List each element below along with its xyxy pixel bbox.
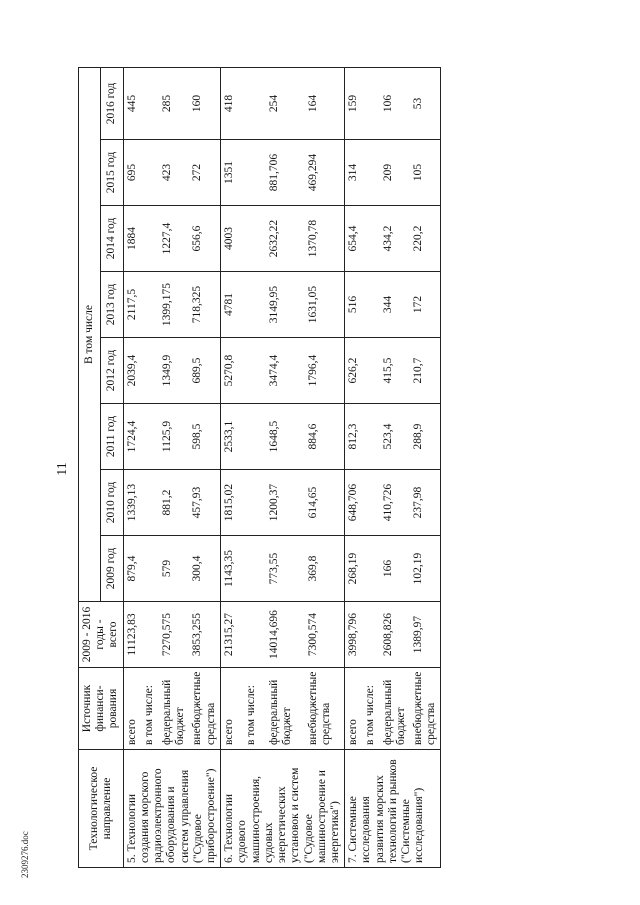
year-value-cell: 879,4 — [123, 536, 141, 602]
year-value-cell: 812,3 — [345, 404, 363, 470]
year-value-cell: 4003 — [221, 206, 244, 272]
total-cell — [243, 602, 265, 668]
table-row — [159, 68, 190, 868]
year-value-cell: 164 — [305, 68, 345, 140]
source-cell: внебюджетные средства — [189, 668, 220, 750]
source-cell: в том числе: — [141, 668, 158, 750]
header-year: 2016 год — [101, 68, 123, 140]
source-cell: федеральный бюджет — [159, 668, 190, 750]
year-value-cell: 1125,9 — [159, 404, 190, 470]
year-value-cell: 415,5 — [380, 338, 410, 404]
source-cell: всего — [345, 668, 363, 750]
year-value-cell: 4781 — [221, 272, 244, 338]
header-year: 2013 год — [101, 272, 123, 338]
year-value-cell: 1349,9 — [159, 338, 190, 404]
header-total: 2009 - 2016 годы - всего — [79, 602, 124, 668]
total-cell: 21315,27 — [221, 602, 244, 668]
year-value-cell: 1815,02 — [221, 470, 244, 536]
year-value-cell: 268,19 — [345, 536, 363, 602]
table-row — [123, 68, 141, 868]
year-value-cell: 344 — [380, 272, 410, 338]
year-value-cell: 300,4 — [189, 536, 220, 602]
year-value-cell: 598,5 — [189, 404, 220, 470]
year-value-cell — [362, 470, 379, 536]
year-value-cell — [243, 338, 265, 404]
year-value-cell: 1631,05 — [305, 272, 345, 338]
table-row — [345, 68, 363, 868]
total-cell: 1389,97 — [410, 602, 441, 668]
page-number: 11 — [55, 462, 70, 476]
year-value-cell: 5270,8 — [221, 338, 244, 404]
year-value-cell: 1399,175 — [159, 272, 190, 338]
total-cell — [362, 602, 379, 668]
year-value-cell: 457,93 — [189, 470, 220, 536]
year-value-cell: 656,6 — [189, 206, 220, 272]
document-id: 2309276.doc — [20, 831, 30, 878]
year-value-cell — [141, 140, 158, 206]
year-value-cell: 516 — [345, 272, 363, 338]
year-value-cell — [141, 470, 158, 536]
table-row — [410, 68, 441, 868]
total-cell: 2608,826 — [380, 602, 410, 668]
header-including: В том числе — [79, 68, 101, 602]
year-value-cell: 172 — [410, 272, 441, 338]
year-value-cell — [243, 206, 265, 272]
year-value-cell: 3149,95 — [266, 272, 305, 338]
year-value-cell: 410,726 — [380, 470, 410, 536]
year-value-cell — [362, 206, 379, 272]
year-value-cell — [362, 404, 379, 470]
year-value-cell: 2533,1 — [221, 404, 244, 470]
year-value-cell: 159 — [345, 68, 363, 140]
year-value-cell — [141, 404, 158, 470]
source-cell: внебюджетные средства — [410, 668, 441, 750]
year-value-cell — [362, 140, 379, 206]
source-cell: в том числе: — [362, 668, 379, 750]
source-cell: всего — [221, 668, 244, 750]
year-value-cell: 579 — [159, 536, 190, 602]
year-value-cell: 1884 — [123, 206, 141, 272]
year-value-cell: 2117,5 — [123, 272, 141, 338]
year-value-cell: 881,706 — [266, 140, 305, 206]
year-value-cell: 106 — [380, 68, 410, 140]
header-year: 2012 год — [101, 338, 123, 404]
source-cell: в том числе: — [243, 668, 265, 750]
year-value-cell: 1648,5 — [266, 404, 305, 470]
year-value-cell — [362, 68, 379, 140]
table-row — [380, 68, 410, 868]
year-value-cell: 105 — [410, 140, 441, 206]
direction-cell: 7. Системные исследования развития морских технологий и рынков ("Системные исследования") — [345, 750, 441, 868]
year-value-cell: 2039,4 — [123, 338, 141, 404]
year-value-cell — [141, 206, 158, 272]
year-value-cell: 102,19 — [410, 536, 441, 602]
year-value-cell: 369,8 — [305, 536, 345, 602]
year-value-cell: 1143,35 — [221, 536, 244, 602]
total-cell: 7270,575 — [159, 602, 190, 668]
table-row — [243, 68, 265, 868]
header-year: 2015 год — [101, 140, 123, 206]
year-value-cell: 1796,4 — [305, 338, 345, 404]
header-year: 2014 год — [101, 206, 123, 272]
year-value-cell: 1227,4 — [159, 206, 190, 272]
year-value-cell: 445 — [123, 68, 141, 140]
year-value-cell: 166 — [380, 536, 410, 602]
year-value-cell: 53 — [410, 68, 441, 140]
financing-table-frame — [78, 68, 618, 868]
year-value-cell: 2632,22 — [266, 206, 305, 272]
direction-cell: 5. Технологии создания морского радиоэлектронного оборудования и систем управления ("Судовое приборостроение") — [123, 750, 221, 868]
total-cell: 14014,696 — [266, 602, 305, 668]
table-row — [305, 68, 345, 868]
year-value-cell: 160 — [189, 68, 220, 140]
header-direction: Технологическое направление — [79, 750, 124, 868]
year-value-cell — [362, 338, 379, 404]
year-value-cell: 1339,13 — [123, 470, 141, 536]
table-row — [362, 68, 379, 868]
header-year: 2009 год — [101, 536, 123, 602]
year-value-cell: 1200,37 — [266, 470, 305, 536]
table-row — [266, 68, 305, 868]
year-value-cell: 220,2 — [410, 206, 441, 272]
year-value-cell: 773,55 — [266, 536, 305, 602]
year-value-cell: 237,98 — [410, 470, 441, 536]
year-value-cell: 695 — [123, 140, 141, 206]
year-value-cell: 314 — [345, 140, 363, 206]
year-value-cell: 648,706 — [345, 470, 363, 536]
year-value-cell: 209 — [380, 140, 410, 206]
source-cell: федеральный бюджет — [380, 668, 410, 750]
year-value-cell — [243, 404, 265, 470]
year-value-cell: 614,65 — [305, 470, 345, 536]
year-value-cell: 881,2 — [159, 470, 190, 536]
year-value-cell — [141, 272, 158, 338]
year-value-cell — [141, 68, 158, 140]
table-row — [141, 68, 158, 868]
year-value-cell: 254 — [266, 68, 305, 140]
table-row — [221, 68, 244, 868]
year-value-cell — [362, 536, 379, 602]
total-cell: 7300,574 — [305, 602, 345, 668]
year-value-cell: 718,325 — [189, 272, 220, 338]
year-value-cell: 434,2 — [380, 206, 410, 272]
year-value-cell: 285 — [159, 68, 190, 140]
year-value-cell: 210,7 — [410, 338, 441, 404]
total-cell — [141, 602, 158, 668]
year-value-cell: 1351 — [221, 140, 244, 206]
year-value-cell: 3474,4 — [266, 338, 305, 404]
year-value-cell — [141, 536, 158, 602]
year-value-cell: 523,4 — [380, 404, 410, 470]
year-value-cell: 626,2 — [345, 338, 363, 404]
year-value-cell: 469,294 — [305, 140, 345, 206]
source-cell: всего — [123, 668, 141, 750]
header-year: 2010 год — [101, 470, 123, 536]
table-body — [123, 68, 441, 868]
year-value-cell: 689,5 — [189, 338, 220, 404]
year-value-cell — [243, 140, 265, 206]
year-value-cell — [243, 536, 265, 602]
total-cell: 3853,255 — [189, 602, 220, 668]
header-year: 2011 год — [101, 404, 123, 470]
source-cell: федеральный бюджет — [266, 668, 305, 750]
source-cell: внебюджетные средства — [305, 668, 345, 750]
direction-cell: 6. Технологии судового машиностроения, судовых энергетических установок и систем ("Судовое машиностроение и энергетика") — [221, 750, 345, 868]
year-value-cell: 423 — [159, 140, 190, 206]
year-value-cell: 884,6 — [305, 404, 345, 470]
year-value-cell — [243, 68, 265, 140]
year-value-cell: 1370,78 — [305, 206, 345, 272]
table-row — [189, 68, 220, 868]
year-value-cell — [141, 338, 158, 404]
total-cell: 3998,796 — [345, 602, 363, 668]
year-value-cell: 418 — [221, 68, 244, 140]
year-value-cell — [243, 470, 265, 536]
year-value-cell: 288,9 — [410, 404, 441, 470]
total-cell: 11123,83 — [123, 602, 141, 668]
financing-table — [78, 67, 441, 868]
year-value-cell: 1724,4 — [123, 404, 141, 470]
year-value-cell: 272 — [189, 140, 220, 206]
year-value-cell — [362, 272, 379, 338]
year-value-cell: 654,4 — [345, 206, 363, 272]
header-source: Источник финанси-рования — [79, 668, 124, 750]
year-value-cell — [243, 272, 265, 338]
